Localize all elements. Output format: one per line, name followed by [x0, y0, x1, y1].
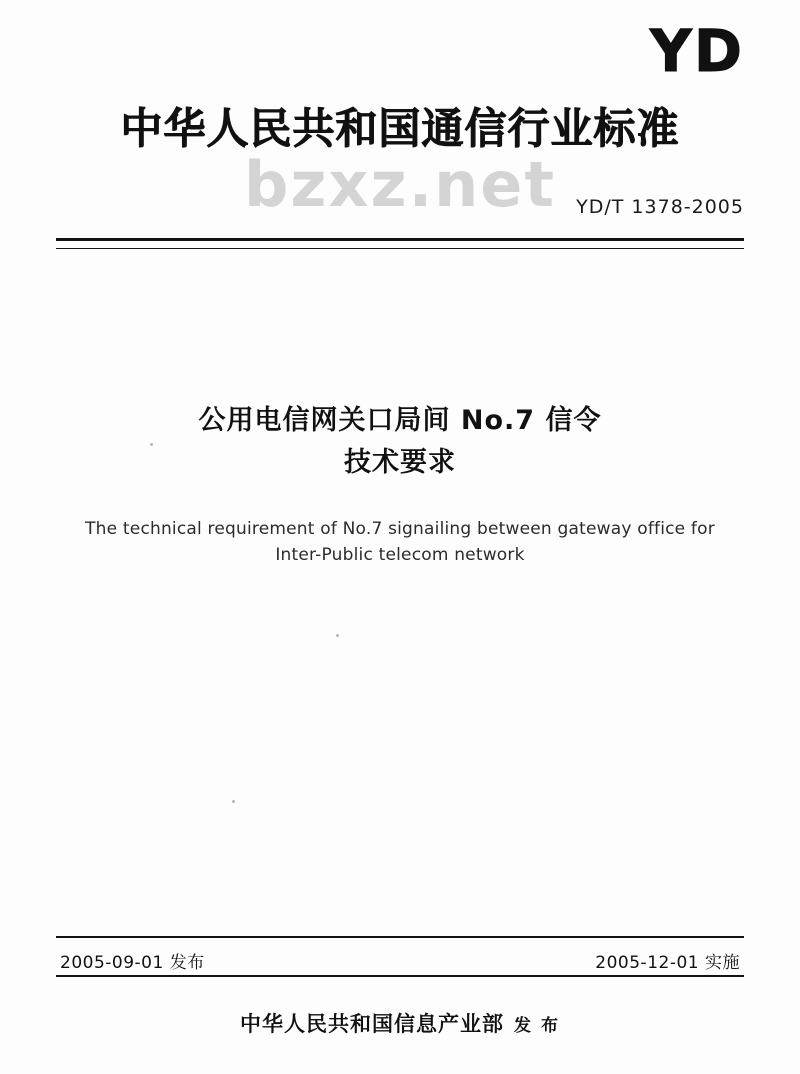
standard-number: YD/T 1378-2005: [576, 196, 744, 218]
document-title-cn-line1: 公用电信网关口局间 No.7 信令: [198, 405, 602, 436]
document-title-en: [55, 516, 745, 569]
header-rule-thick: [56, 238, 744, 241]
publisher-verb: 发 布: [514, 1016, 560, 1036]
watermark-text: bzxz.net: [244, 148, 556, 221]
publisher-name: 中华人民共和国信息产业部: [240, 1012, 505, 1036]
yd-logo: YD: [649, 17, 744, 85]
footer-rule-bottom: [56, 975, 744, 977]
document-title-en-line1: The technical requirement of No.7 signailing between gateway office for: [85, 519, 715, 539]
document-title-en-line2: Inter-Public telecom network: [275, 545, 525, 566]
effective-date: 2005-12-01 实施: [595, 953, 740, 973]
page-speck: [336, 634, 339, 637]
page-speck: [232, 800, 235, 803]
standard-series-title: 中华人民共和国通信行业标准: [120, 104, 680, 153]
document-title-cn-line2: 技术要求: [344, 446, 456, 478]
page-speck: [150, 443, 153, 446]
issue-date: 2005-09-01 发布: [60, 953, 205, 973]
publisher-line: [0, 1008, 800, 1038]
footer-rule-top: [56, 936, 744, 938]
header-rule-thin: [56, 248, 744, 249]
document-title-cn: [60, 400, 740, 484]
